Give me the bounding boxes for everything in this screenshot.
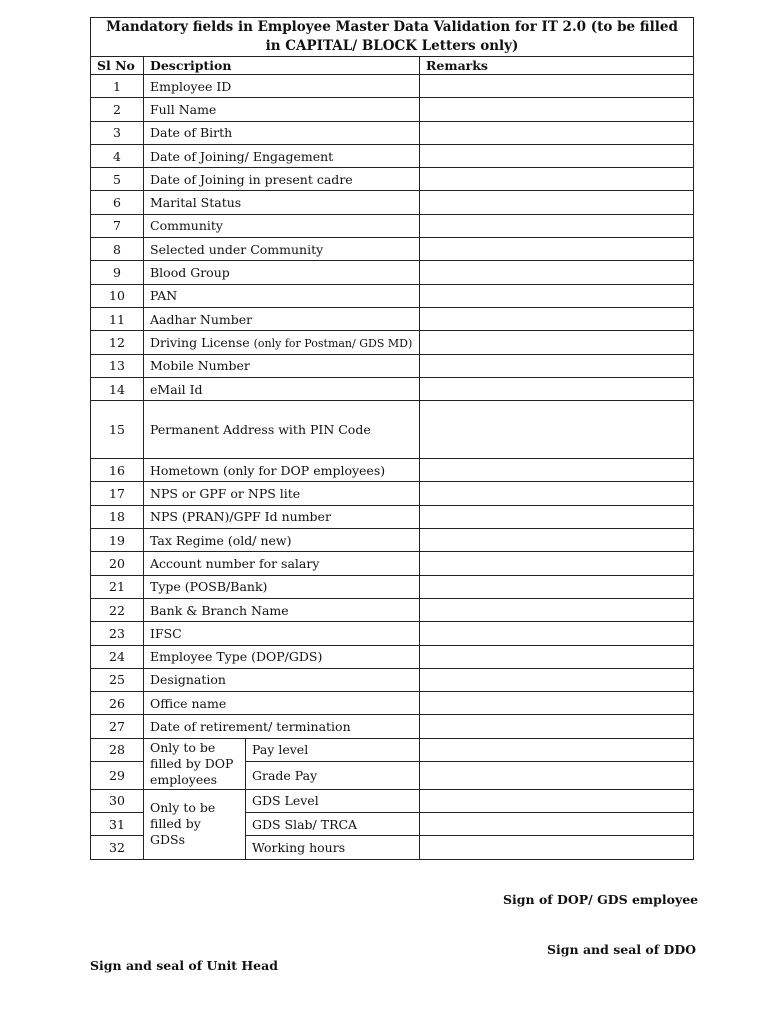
- description-text: IFSC: [150, 625, 182, 641]
- remarks-cell[interactable]: [420, 529, 694, 552]
- description-cell: [144, 331, 420, 354]
- description-text: Hometown (only for DOP employees): [150, 462, 386, 478]
- sl-no-cell: 28: [91, 738, 144, 762]
- sl-no-cell: 19: [91, 529, 144, 552]
- table-row: [91, 121, 694, 144]
- sl-no-cell: 27: [91, 715, 144, 738]
- sl-no-cell: 25: [91, 668, 144, 691]
- dop-group-label: Only to be filled by DOP employees: [144, 738, 246, 789]
- description-text: Employee Type (DOP/GDS): [150, 649, 323, 665]
- description-cell: [144, 401, 420, 459]
- description-text: Date of retirement/ termination: [150, 719, 351, 735]
- sl-no-cell: 32: [91, 836, 144, 859]
- table-row: [91, 645, 694, 668]
- description-cell: [144, 191, 420, 214]
- sl-no-cell: 13: [91, 354, 144, 377]
- sl-no-cell: 1: [91, 75, 144, 98]
- table-row: [91, 331, 694, 354]
- sl-no-cell: 9: [91, 261, 144, 284]
- remarks-cell[interactable]: [420, 505, 694, 528]
- table-row: [91, 98, 694, 121]
- remarks-cell[interactable]: [420, 715, 694, 738]
- remarks-cell[interactable]: [420, 401, 694, 459]
- remarks-cell[interactable]: [420, 762, 694, 790]
- description-text: Permanent Address with PIN Code: [150, 422, 371, 438]
- description-cell: [144, 645, 420, 668]
- description-cell: [144, 377, 420, 400]
- sl-no-cell: 7: [91, 214, 144, 237]
- remarks-cell[interactable]: [420, 284, 694, 307]
- sl-no-cell: 2: [91, 98, 144, 121]
- description-text: Driving License: [150, 334, 250, 350]
- description-text: Employee ID: [150, 78, 232, 94]
- description-cell: [144, 214, 420, 237]
- sl-no-cell: 11: [91, 307, 144, 330]
- description-note: (only for Postman/ GDS MD): [253, 336, 413, 350]
- table-row: [91, 505, 694, 528]
- description-cell: [144, 98, 420, 121]
- sl-no-cell: 24: [91, 645, 144, 668]
- remarks-cell[interactable]: [420, 191, 694, 214]
- table-row: [91, 307, 694, 330]
- remarks-cell[interactable]: [420, 813, 694, 836]
- description-text: Account number for salary: [150, 555, 320, 571]
- sl-no-cell: 12: [91, 331, 144, 354]
- description-text: Aadhar Number: [150, 311, 253, 327]
- sl-no-cell: 5: [91, 168, 144, 191]
- remarks-cell[interactable]: [420, 168, 694, 191]
- table-row: [91, 668, 694, 691]
- remarks-cell[interactable]: [420, 789, 694, 812]
- description-cell: [144, 238, 420, 261]
- sl-no-cell: 10: [91, 284, 144, 307]
- description-cell: [144, 482, 420, 505]
- remarks-cell[interactable]: [420, 598, 694, 621]
- sl-no-header: Sl No: [91, 57, 144, 75]
- sl-no-cell: 20: [91, 552, 144, 575]
- sl-no-cell: 23: [91, 622, 144, 645]
- description-text: Tax Regime (old/ new): [150, 532, 292, 548]
- remarks-cell[interactable]: [420, 331, 694, 354]
- table-row: [91, 238, 694, 261]
- description-cell: [144, 622, 420, 645]
- table-row: [91, 214, 694, 237]
- description-text: Community: [150, 218, 223, 234]
- table-row: [91, 191, 694, 214]
- description-text: Marital Status: [150, 195, 242, 211]
- remarks-cell[interactable]: [420, 307, 694, 330]
- validation-form-table: [90, 17, 694, 860]
- remarks-cell[interactable]: [420, 354, 694, 377]
- description-cell: [144, 307, 420, 330]
- description-cell: GDS Slab/ TRCA: [246, 813, 420, 836]
- remarks-cell[interactable]: [420, 692, 694, 715]
- description-cell: [144, 692, 420, 715]
- description-text: Office name: [150, 695, 227, 711]
- remarks-cell[interactable]: [420, 668, 694, 691]
- remarks-cell[interactable]: [420, 459, 694, 482]
- table-row: [91, 692, 694, 715]
- description-cell: [144, 459, 420, 482]
- description-cell: Grade Pay: [246, 762, 420, 790]
- sl-no-cell: 15: [91, 401, 144, 459]
- description-cell: [144, 354, 420, 377]
- sl-no-cell: 21: [91, 575, 144, 598]
- sl-no-cell: 14: [91, 377, 144, 400]
- table-row: [91, 459, 694, 482]
- table-row: [91, 168, 694, 191]
- sl-no-cell: 16: [91, 459, 144, 482]
- table-row: [91, 552, 694, 575]
- sl-no-cell: 17: [91, 482, 144, 505]
- table-row: [91, 715, 694, 738]
- table-row: [91, 482, 694, 505]
- description-cell: [144, 261, 420, 284]
- form-title: Mandatory fields in Employee Master Data Validation for IT 2.0 (to be filled in CAPITAL/ BLOCK Letters only): [91, 18, 694, 57]
- description-cell: [144, 75, 420, 98]
- description-cell: [144, 575, 420, 598]
- sl-no-cell: 22: [91, 598, 144, 621]
- description-cell: [144, 121, 420, 144]
- table-row: [91, 529, 694, 552]
- remarks-cell[interactable]: [420, 482, 694, 505]
- description-text: Selected under Community: [150, 241, 324, 257]
- sl-no-cell: 31: [91, 813, 144, 836]
- remarks-cell[interactable]: [420, 836, 694, 859]
- table-row: [91, 144, 694, 167]
- sl-no-cell: 30: [91, 789, 144, 812]
- table-row: [91, 789, 694, 812]
- description-header: Description: [144, 57, 420, 75]
- table-row: [91, 354, 694, 377]
- description-cell: [144, 715, 420, 738]
- title-row: [91, 18, 694, 57]
- remarks-cell[interactable]: [420, 144, 694, 167]
- sl-no-cell: 3: [91, 121, 144, 144]
- unit-head-signature-label: Sign and seal of Unit Head: [90, 958, 278, 973]
- gds-group-label: Only to be filled by GDSs: [144, 789, 246, 859]
- remarks-cell[interactable]: [420, 377, 694, 400]
- description-cell: Working hours: [246, 836, 420, 859]
- table-row: [91, 261, 694, 284]
- description-text: Date of Birth: [150, 125, 233, 141]
- remarks-cell[interactable]: [420, 75, 694, 98]
- description-cell: [144, 505, 420, 528]
- description-text: Date of Joining/ Engagement: [150, 148, 334, 164]
- remarks-cell[interactable]: [420, 98, 694, 121]
- description-cell: [144, 598, 420, 621]
- sl-no-cell: 8: [91, 238, 144, 261]
- description-text: Type (POSB/Bank): [150, 579, 268, 595]
- description-cell: [144, 284, 420, 307]
- remarks-cell[interactable]: [420, 552, 694, 575]
- description-text: NPS (PRAN)/GPF Id number: [150, 509, 331, 525]
- description-text: Mobile Number: [150, 358, 250, 374]
- remarks-cell[interactable]: [420, 214, 694, 237]
- employee-signature-label: Sign of DOP/ GDS employee: [503, 892, 699, 907]
- description-text: Blood Group: [150, 265, 230, 281]
- remarks-cell[interactable]: [420, 622, 694, 645]
- table-row: [91, 598, 694, 621]
- sl-no-cell: 4: [91, 144, 144, 167]
- description-cell: GDS Level: [246, 789, 420, 812]
- sl-no-cell: 18: [91, 505, 144, 528]
- description-text: PAN: [150, 288, 178, 304]
- description-cell: [144, 144, 420, 167]
- remarks-cell[interactable]: [420, 261, 694, 284]
- description-text: Date of Joining in present cadre: [150, 171, 353, 187]
- description-cell: Pay level: [246, 738, 420, 762]
- table-row: [91, 401, 694, 459]
- table-row: [91, 284, 694, 307]
- description-text: NPS or GPF or NPS lite: [150, 486, 301, 502]
- sl-no-cell: 6: [91, 191, 144, 214]
- description-text: Full Name: [150, 101, 217, 117]
- remarks-cell[interactable]: [420, 645, 694, 668]
- description-text: Designation: [150, 672, 226, 688]
- table-row: [91, 622, 694, 645]
- sl-no-cell: 26: [91, 692, 144, 715]
- description-cell: [144, 552, 420, 575]
- sl-no-cell: 29: [91, 762, 144, 790]
- remarks-cell[interactable]: [420, 121, 694, 144]
- table-row: [91, 575, 694, 598]
- description-cell: [144, 529, 420, 552]
- description-text: Bank & Branch Name: [150, 602, 289, 618]
- header-row: [91, 57, 694, 75]
- description-text: eMail Id: [150, 381, 203, 397]
- remarks-cell[interactable]: [420, 575, 694, 598]
- ddo-signature-label: Sign and seal of DDO: [547, 942, 697, 957]
- table-row: [91, 738, 694, 762]
- remarks-header: Remarks: [420, 57, 694, 75]
- description-cell: [144, 668, 420, 691]
- description-cell: [144, 168, 420, 191]
- table-row: [91, 377, 694, 400]
- remarks-cell[interactable]: [420, 238, 694, 261]
- table-row: [91, 75, 694, 98]
- remarks-cell[interactable]: [420, 738, 694, 762]
